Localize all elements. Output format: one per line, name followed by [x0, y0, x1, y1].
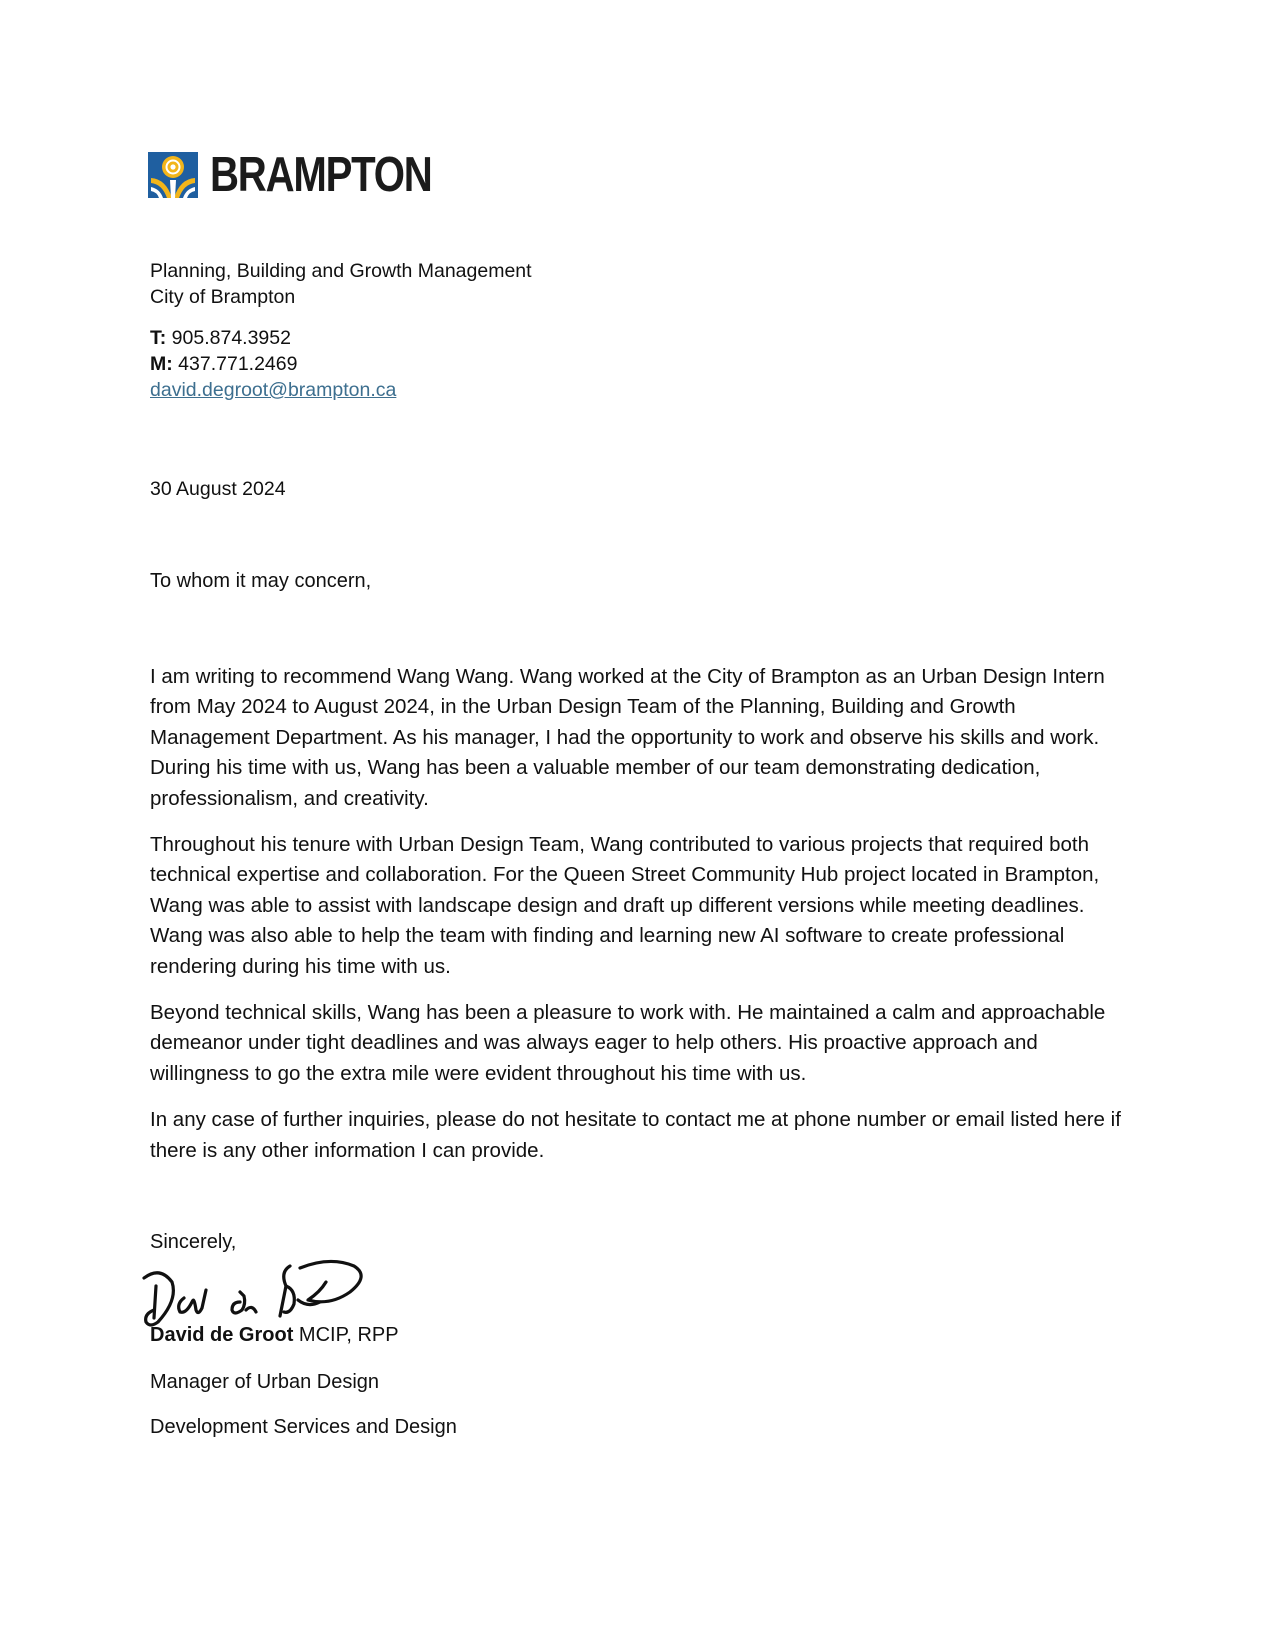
signatory-name-line [150, 1324, 399, 1347]
email-link[interactable]: david.degroot@brampton.ca [150, 379, 397, 401]
phone-number: 905.874.3952 [171, 327, 291, 349]
department-name: Planning, Building and Growth Management [150, 260, 532, 282]
logo-wordmark: BRAMPTON [210, 147, 432, 202]
signatory-department: Development Services and Design [150, 1416, 457, 1438]
brampton-flower-icon [148, 152, 198, 198]
paragraph: Beyond technical skills, Wang has been a pleasure to work with. He maintained a calm and approachable demeanor under tight deadlines and was always eager to help others. His proactive approach and willingness to go the extra mile were evident throughout his time with us. [150, 1001, 1106, 1085]
closing: Sincerely, [150, 1231, 237, 1253]
phone-label: T: [150, 327, 167, 349]
letter-body [150, 662, 1125, 1182]
mobile-line [150, 351, 396, 377]
signatory-credentials: MCIP, RPP [298, 1324, 399, 1346]
paragraph: In any case of further inquiries, please do not hesitate to contact me at phone number or email listed here if there is any other information I can provide. [150, 1108, 1121, 1162]
paragraph: I am writing to recommend Wang Wang. Wang worked at the City of Brampton as an Urban Design Intern from May 2024 to August 2024, in the Urban Design Team of the Planning, Building and Growth Management Department. As his manager, I had the opportunity to work and observe his skills and work. During his time with us, Wang has been a valuable member of our team demonstrating dedication, professionalism, and creativity. [150, 665, 1105, 810]
signatory-title: Manager of Urban Design [150, 1371, 380, 1393]
salutation: To whom it may concern, [150, 570, 372, 592]
mobile-number: 437.771.2469 [178, 353, 298, 375]
mobile-label: M: [150, 353, 173, 375]
sender-organization [150, 258, 532, 310]
phone-line [150, 325, 396, 351]
signatory-name: David de Groot [150, 1324, 294, 1346]
contact-info [150, 325, 396, 403]
city-name: City of Brampton [150, 286, 296, 308]
paragraph: Throughout his tenure with Urban Design Team, Wang contributed to various projects that required both technical expertise and collaboration. For the Queen Street Community Hub project located in Brampton, Wang was able to assist with landscape design and draft up different versions while meeting deadlines. Wang was also able to help the team with finding and learning new AI software to create professional rendering during his time with us. [150, 833, 1100, 978]
handwritten-signature [140, 1252, 375, 1332]
letter-date: 30 August 2024 [150, 478, 286, 500]
brampton-logo [148, 147, 480, 202]
